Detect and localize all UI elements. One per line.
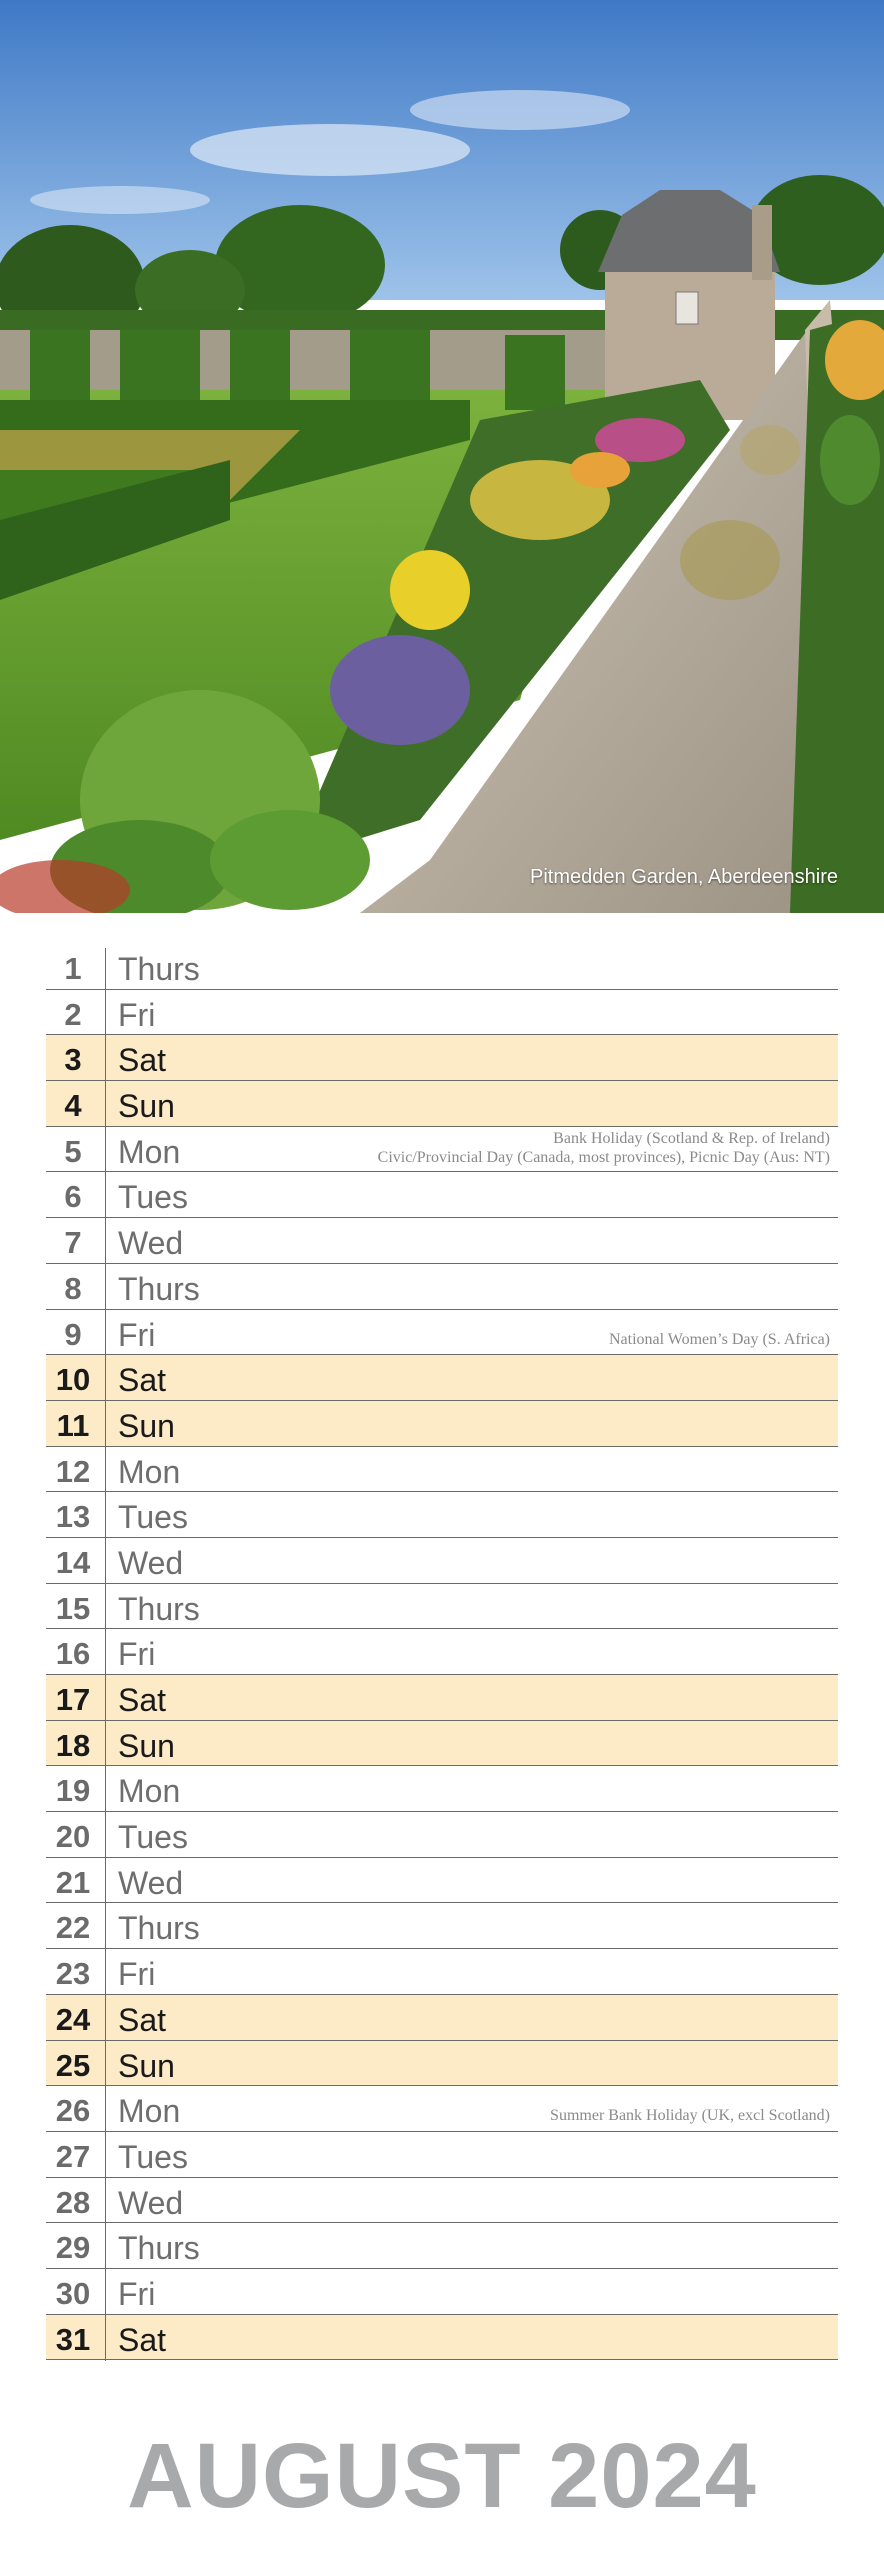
day-number: 24 <box>55 2001 91 2037</box>
column-divider <box>105 2269 106 2315</box>
day-row <box>46 1766 838 1812</box>
day-number: 2 <box>64 996 82 1032</box>
day-name: Sat <box>118 2001 167 2038</box>
day-row <box>46 1995 838 2041</box>
column-divider <box>105 1812 106 1858</box>
day-row <box>46 1401 838 1447</box>
photo-caption: Pitmedden Garden, Aberdeenshire <box>530 866 838 888</box>
column-divider <box>105 1035 106 1081</box>
day-number: 21 <box>55 1864 91 1900</box>
holiday-note <box>609 1330 830 1349</box>
day-name: Sat <box>118 1682 167 1718</box>
column-divider <box>105 2223 106 2269</box>
day-name: Fri <box>118 1636 156 1673</box>
column-divider <box>105 2315 106 2361</box>
day-name: Thurs <box>118 2230 200 2267</box>
day-number: 5 <box>64 1133 82 1169</box>
column-divider <box>105 1766 106 1812</box>
day-name: Mon <box>118 1133 181 1170</box>
day-name: Thurs <box>118 951 200 987</box>
day-row <box>46 1858 838 1904</box>
column-divider <box>105 1401 106 1447</box>
day-name: Wed <box>118 1544 184 1581</box>
day-number: 12 <box>55 1453 91 1489</box>
day-number: 29 <box>55 2230 91 2266</box>
day-number: 18 <box>55 1727 91 1763</box>
day-name: Sat <box>118 2321 167 2358</box>
day-number: 13 <box>55 1499 91 1535</box>
day-name: Mon <box>118 1773 181 1810</box>
day-row <box>46 1447 838 1493</box>
column-divider <box>105 1584 106 1630</box>
day-row <box>46 1218 838 1264</box>
day-grid <box>46 944 838 2360</box>
column-divider <box>105 1949 106 1995</box>
holiday-note-line: National Women’s Day (S. Africa) <box>608 1330 830 1348</box>
column-divider <box>105 1721 106 1767</box>
column-divider <box>105 1629 106 1675</box>
day-row <box>46 2178 838 2224</box>
day-number: 20 <box>55 1819 91 1855</box>
day-number: 15 <box>55 1590 91 1626</box>
day-name: Mon <box>118 2093 181 2130</box>
day-name: Sun <box>118 2047 175 2084</box>
day-number: 8 <box>64 1270 82 1306</box>
day-number: 9 <box>64 1316 82 1352</box>
column-divider <box>105 2178 106 2224</box>
day-row <box>46 2132 838 2178</box>
day-row <box>46 1675 838 1721</box>
holiday-note <box>550 2106 830 2125</box>
column-divider <box>105 1218 106 1264</box>
day-number: 4 <box>64 1088 82 1124</box>
column-divider <box>105 1127 106 1173</box>
day-row <box>46 1264 838 1310</box>
column-divider <box>105 1310 106 1356</box>
day-row <box>46 1355 838 1401</box>
day-name: Sat <box>118 1362 167 1399</box>
day-row <box>46 2223 838 2269</box>
holiday-note-line: Civic/Provincial Day (Canada, most provinces), Picnic Day (Aus: NT) <box>377 1148 830 1166</box>
column-divider <box>105 1264 106 1310</box>
day-row <box>46 1492 838 1538</box>
column-divider <box>105 2132 106 2178</box>
day-row <box>46 990 838 1036</box>
holiday-note-line: Bank Holiday (Scotland & Rep. of Ireland) <box>553 1129 830 1147</box>
day-name: Thurs <box>118 1590 200 1627</box>
holiday-note <box>378 1129 830 1167</box>
day-row <box>46 2086 838 2132</box>
day-row <box>46 1629 838 1675</box>
column-divider <box>105 1858 106 1904</box>
day-row <box>46 1310 838 1356</box>
day-number: 7 <box>64 1225 82 1261</box>
day-number: 31 <box>55 2321 91 2357</box>
day-number: 25 <box>55 2047 91 2083</box>
day-row <box>46 1903 838 1949</box>
garden-photo <box>0 0 884 913</box>
day-number: 11 <box>56 1407 90 1443</box>
day-name: Tues <box>118 1179 188 1216</box>
column-divider <box>105 1492 106 1538</box>
column-divider <box>105 1172 106 1218</box>
day-row <box>46 2269 838 2315</box>
column-divider <box>105 948 106 990</box>
day-name: Sun <box>118 1088 175 1125</box>
day-row <box>46 1538 838 1584</box>
column-divider <box>105 1355 106 1401</box>
day-row <box>46 944 838 990</box>
day-number: 17 <box>55 1682 91 1717</box>
day-name: Sun <box>118 1727 175 1764</box>
day-row <box>46 1949 838 1995</box>
day-row <box>46 1721 838 1767</box>
day-number: 1 <box>64 951 82 986</box>
day-name: Mon <box>118 1453 181 1490</box>
day-name: Sun <box>118 1407 175 1444</box>
column-divider <box>105 1538 106 1584</box>
day-name: Fri <box>118 1956 156 1993</box>
day-number: 14 <box>55 1544 91 1580</box>
day-name: Wed <box>118 2184 184 2221</box>
day-row <box>46 1584 838 1630</box>
day-number: 3 <box>64 1042 82 1078</box>
column-divider <box>105 1903 106 1949</box>
column-divider <box>105 1675 106 1721</box>
day-row <box>46 1172 838 1218</box>
column-divider <box>105 1447 106 1493</box>
month-title: AUGUST 2024 <box>127 2425 757 2527</box>
column-divider <box>105 2041 106 2087</box>
column-divider <box>105 1995 106 2041</box>
day-number: 6 <box>64 1179 82 1215</box>
day-number: 30 <box>55 2275 91 2311</box>
day-name: Thurs <box>118 1270 200 1307</box>
day-name: Fri <box>118 1316 156 1353</box>
day-name: Tues <box>118 1499 188 1536</box>
day-number: 27 <box>55 2138 91 2174</box>
day-name: Fri <box>118 996 156 1033</box>
day-number: 19 <box>55 1773 91 1809</box>
day-name: Fri <box>118 2275 156 2312</box>
day-number: 10 <box>55 1362 91 1398</box>
day-row <box>46 1812 838 1858</box>
day-name: Thurs <box>118 1910 200 1947</box>
day-row <box>46 2315 838 2361</box>
day-number: 22 <box>55 1910 91 1946</box>
holiday-note-line: Summer Bank Holiday (UK, excl Scotland) <box>550 2107 830 2125</box>
column-divider <box>105 2086 106 2132</box>
day-number: 28 <box>55 2184 91 2220</box>
day-name: Wed <box>118 1864 184 1901</box>
day-name: Tues <box>118 2138 188 2175</box>
column-divider <box>105 1081 106 1127</box>
day-name: Sat <box>118 1042 167 1079</box>
day-row <box>46 1035 838 1081</box>
day-row <box>46 2041 838 2087</box>
day-row <box>46 1127 838 1173</box>
day-number: 26 <box>55 2093 91 2129</box>
day-number: 16 <box>55 1636 91 1672</box>
day-name: Wed <box>118 1225 184 1262</box>
day-number: 23 <box>55 1956 91 1992</box>
day-row <box>46 1081 838 1127</box>
day-name: Tues <box>118 1819 188 1856</box>
column-divider <box>105 990 106 1036</box>
